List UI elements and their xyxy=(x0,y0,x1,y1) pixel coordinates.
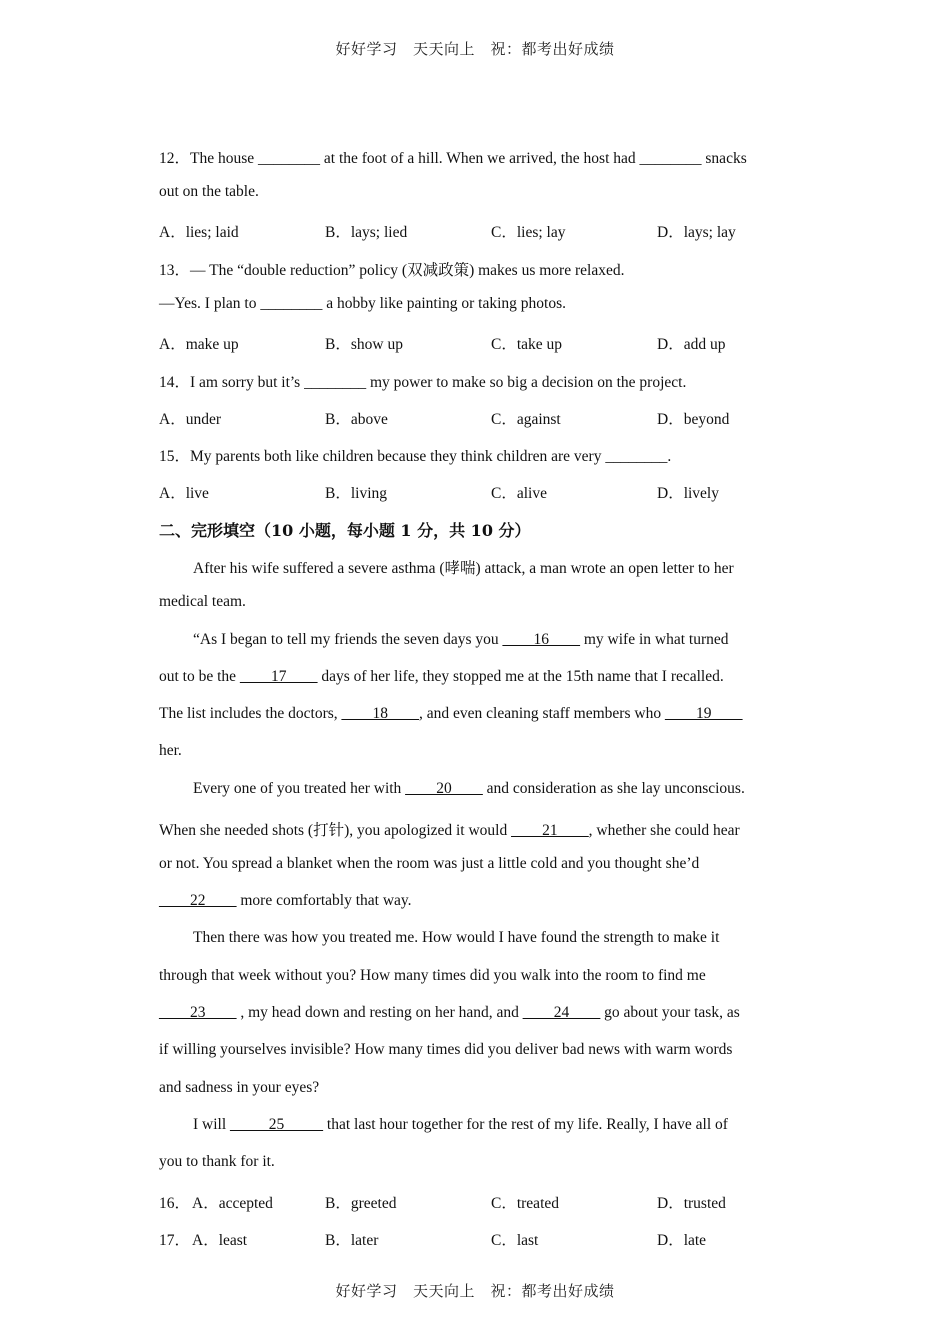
blank-22: ____22____ xyxy=(159,892,237,909)
passage-text: my wife in what turned xyxy=(580,631,729,648)
q16-option-d[interactable]: D．trusted xyxy=(657,1195,726,1212)
q15-option-c[interactable]: C．alive xyxy=(491,485,547,502)
passage-line: her. xyxy=(159,742,182,759)
passage-line xyxy=(159,892,412,910)
passage-text: I will xyxy=(193,1116,231,1133)
passage-text: Every one of you treated her with xyxy=(193,780,406,797)
passage-line: through that week without you? How many times did you walk into the room to find me xyxy=(159,967,706,984)
blank-20: ____20____ xyxy=(405,780,483,797)
blank-21: ____21____ xyxy=(511,822,589,839)
q13-option-b[interactable]: B．show up xyxy=(325,336,403,353)
blank-25: _____25_____ xyxy=(230,1116,324,1133)
passage-line xyxy=(193,1116,728,1134)
q15-option-d[interactable]: D．lively xyxy=(657,485,719,502)
passage-text: that last hour together for the rest of my life. Really, I have all of xyxy=(323,1116,728,1133)
q14-option-c[interactable]: C．against xyxy=(491,411,561,428)
q12-option-a[interactable]: A．lies; laid xyxy=(159,224,239,241)
q14-option-b[interactable]: B．above xyxy=(325,411,388,428)
passage-text: more comfortably that way. xyxy=(236,892,412,909)
question-15-stem: 15．My parents both like children because they think children are very ________. xyxy=(159,448,672,465)
question-13-stem: 13．— The “double reduction” policy (双减政策) makes us more relaxed. xyxy=(159,262,625,279)
section-2-title: 二、完形填空（10 小题，每小题 1 分，共 10 分） xyxy=(159,521,531,540)
passage-line: if willing yourselves invisible? How many times did you deliver bad news with warm words xyxy=(159,1041,733,1058)
question-13-stem-cont: —Yes. I plan to ________ a hobby like painting or taking photos. xyxy=(159,295,566,312)
passage-line xyxy=(159,1004,740,1022)
passage-text: days of her life, they stopped me at the 15th name that I recalled. xyxy=(317,668,724,685)
q17-option-b[interactable]: B．later xyxy=(325,1232,379,1249)
q12-option-d[interactable]: D．lays; lay xyxy=(657,224,736,241)
passage-line xyxy=(193,631,729,649)
passage-text: “As I began to tell my friends the seven days you xyxy=(193,631,503,648)
q13-option-c[interactable]: C．take up xyxy=(491,336,563,353)
passage-text: out to be the xyxy=(159,668,240,685)
q17-option-a[interactable]: A．least xyxy=(192,1232,248,1249)
blank-16: ____16____ xyxy=(502,631,580,648)
page-header: 好好学习 天天向上 祝：都考出好成绩 xyxy=(335,40,615,58)
passage-line: Then there was how you treated me. How would I have found the strength to make it xyxy=(193,929,720,946)
passage-text: go about your task, as xyxy=(600,1004,740,1021)
passage-line: and sadness in your eyes? xyxy=(159,1079,320,1096)
blank-17: ____17____ xyxy=(239,668,318,685)
passage-line: After his wife suffered a severe asthma (哮喘) attack, a man wrote an open letter to her xyxy=(193,560,734,577)
q15-option-b[interactable]: B．living xyxy=(325,485,388,502)
passage-line: medical team. xyxy=(159,593,246,610)
q17-number: 17． xyxy=(159,1232,191,1249)
passage-line xyxy=(159,818,740,840)
q15-option-a[interactable]: A．live xyxy=(159,485,209,502)
blank-23: ____23____ xyxy=(159,1004,237,1021)
passage-line xyxy=(159,705,742,723)
passage-line xyxy=(193,780,745,798)
q12-option-c[interactable]: C．lies; lay xyxy=(491,224,566,241)
q12-option-b[interactable]: B．lays; lied xyxy=(325,224,408,241)
q16-option-c[interactable]: C．treated xyxy=(491,1195,560,1212)
passage-text: , and even cleaning staff members who xyxy=(419,705,665,722)
passage-text: The list includes the doctors, xyxy=(159,705,342,722)
blank-18: ____18____ xyxy=(341,705,420,722)
blank-24: ____24____ xyxy=(522,1004,601,1021)
passage-text: , my head down and resting on her hand, and xyxy=(236,1004,523,1021)
passage-line xyxy=(159,668,724,686)
q17-option-c[interactable]: C．last xyxy=(491,1232,539,1249)
page-footer: 好好学习 天天向上 祝：都考出好成绩 xyxy=(335,1282,615,1300)
q16-number: 16． xyxy=(159,1195,191,1212)
question-12-stem: 12．The house ________ at the foot of a hill. When we arrived, the host had ________ snacks xyxy=(159,150,747,167)
q13-option-d[interactable]: D．add up xyxy=(657,336,726,353)
q16-option-b[interactable]: B．greeted xyxy=(325,1195,397,1212)
passage-line: you to thank for it. xyxy=(159,1153,275,1170)
passage-line: or not. You spread a blanket when the room was just a little cold and you thought she’d xyxy=(159,855,700,872)
blank-19: ____19____ xyxy=(664,705,743,722)
q13-option-a[interactable]: A．make up xyxy=(159,336,239,353)
q16-option-a[interactable]: A．accepted xyxy=(192,1195,273,1212)
question-12-stem-cont: out on the table. xyxy=(159,183,259,200)
question-14-stem: 14．I am sorry but it’s ________ my power to make so big a decision on the project. xyxy=(159,374,687,391)
q14-option-a[interactable]: A．under xyxy=(159,411,221,428)
passage-text: When she needed shots (打针), you apologized it would xyxy=(159,822,512,839)
passage-text: and consideration as she lay unconscious. xyxy=(482,780,745,797)
q17-option-d[interactable]: D．late xyxy=(657,1232,707,1249)
passage-text: , whether she could hear xyxy=(588,822,740,839)
q14-option-d[interactable]: D．beyond xyxy=(657,411,730,428)
